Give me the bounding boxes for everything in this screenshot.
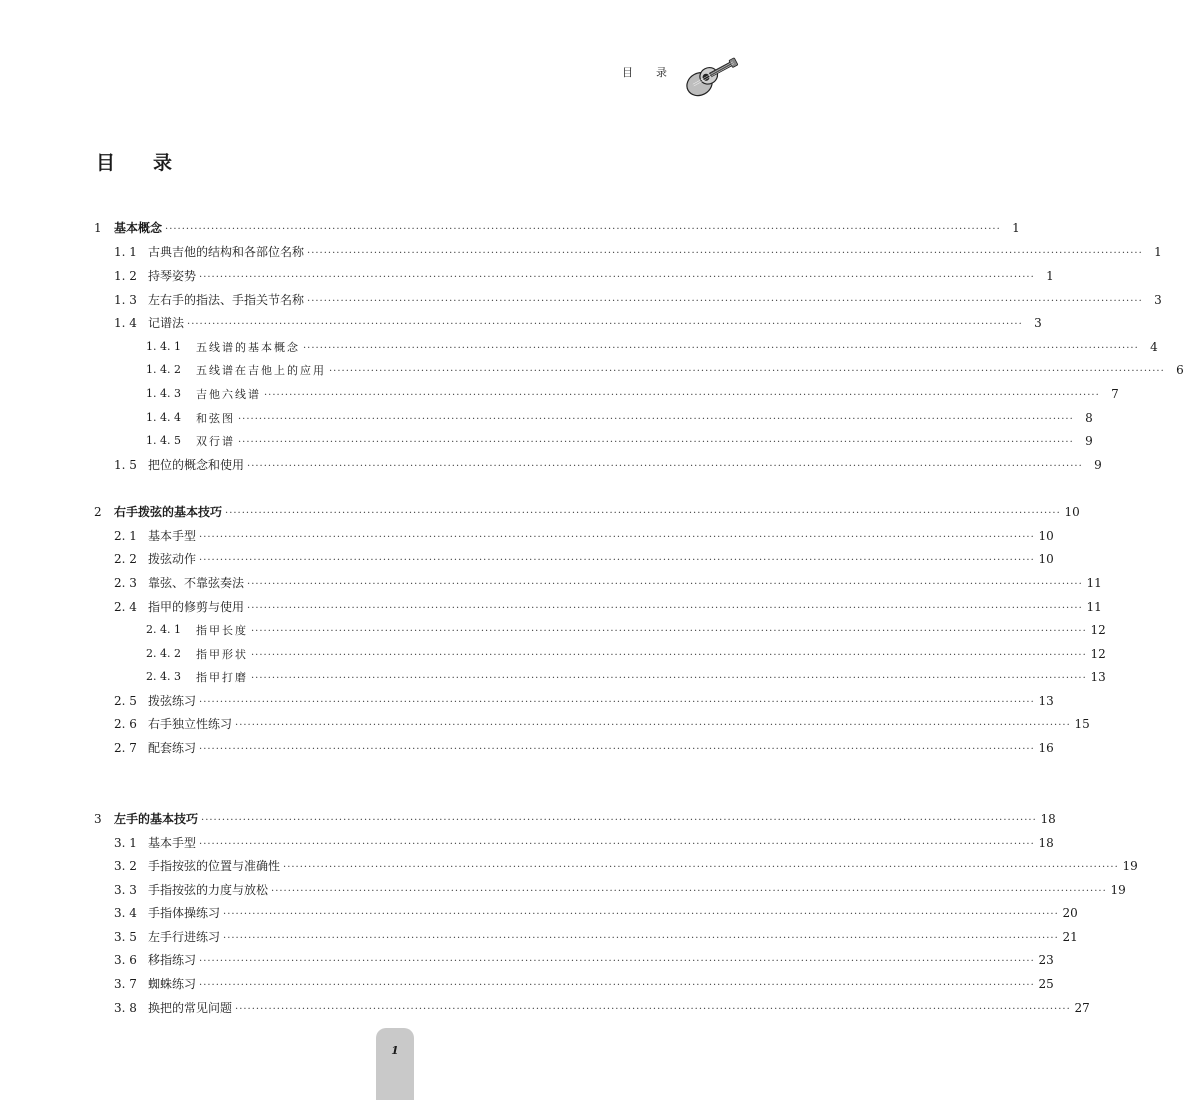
- toc-entry-number: 3. 1: [114, 836, 137, 850]
- toc-entry-line: [148, 927, 1078, 949]
- toc-entry-number: 1. 2: [114, 269, 137, 283]
- toc-leader-dots: ········································································································································································································: [199, 272, 1035, 283]
- toc-entry-number: 3. 5: [114, 930, 137, 944]
- toc-entry-page: 6: [1176, 363, 1184, 377]
- toc-entry-label: 和弦图: [196, 412, 235, 425]
- page-title-char-2: 录: [153, 152, 173, 174]
- toc-entry-page: 18: [1040, 812, 1056, 826]
- toc-entry[interactable]: [0, 738, 1054, 758]
- toc-leader-dots: ········································································································································································································: [271, 886, 1107, 897]
- toc-leader-dots: ········································································································································································································: [251, 626, 1087, 637]
- toc-entry[interactable]: [0, 313, 1042, 333]
- toc-entry[interactable]: [0, 502, 1080, 522]
- toc-leader-dots: ········································································································································································································: [199, 839, 1035, 850]
- toc-entry-line: [148, 903, 1078, 925]
- toc-entry-label: 指甲的修剪与使用: [148, 600, 245, 614]
- toc-entry-page: 18: [1038, 836, 1054, 850]
- toc-entry-line: [148, 833, 1054, 855]
- toc-leader-dots: ········································································································································································································: [235, 720, 1071, 731]
- toc-entry-number: 3. 7: [114, 977, 137, 991]
- toc-entry-label: 手指体操练习: [148, 906, 221, 920]
- toc-entry-line: [114, 809, 1056, 831]
- toc-entry-label: 靠弦、不靠弦奏法: [148, 576, 245, 590]
- toc-leader-dots: ········································································································································································································: [223, 909, 1059, 920]
- toc-entry-page: 11: [1086, 576, 1102, 590]
- toc-entry-line: [148, 880, 1126, 902]
- toc-entry-number: 1. 4. 5: [146, 434, 181, 447]
- toc-leader-dots: ········································································································································································································: [187, 319, 1023, 330]
- toc-entry[interactable]: [0, 927, 1078, 947]
- toc-entry-line: [148, 549, 1054, 571]
- toc-entry-number: 3. 8: [114, 1001, 137, 1015]
- toc-entry-line: [148, 974, 1054, 996]
- toc-entry-page: 16: [1038, 741, 1054, 755]
- toc-entry-number: 1. 4. 1: [146, 340, 181, 353]
- toc-entry-page: 13: [1038, 694, 1054, 708]
- toc-entry-page: 15: [1074, 717, 1090, 731]
- toc-entry-line: [148, 856, 1138, 878]
- toc-entry-label: 右手独立性练习: [148, 717, 233, 731]
- toc-entry-line: [196, 620, 1106, 642]
- toc-leader-dots: ········································································································································································································: [199, 532, 1035, 543]
- running-head-char-1: 目: [622, 66, 633, 79]
- toc-entry-line: [196, 360, 1184, 382]
- toc-entry-label: 五线谱在吉他上的应用: [196, 364, 326, 377]
- toc-entry-page: 20: [1062, 906, 1078, 920]
- toc-entry[interactable]: [0, 950, 1054, 970]
- toc-entry-number: 2. 4. 3: [146, 670, 181, 683]
- toc-entry-number: 1. 4. 3: [146, 387, 181, 400]
- toc-entry-line: [148, 242, 1162, 264]
- toc-entry-label: 左右手的指法、手指关节名称: [148, 293, 305, 307]
- toc-entry-label: 基本手型: [148, 836, 197, 850]
- toc-entry-page: 3: [1034, 316, 1042, 330]
- toc-entry-number: 3: [94, 812, 102, 826]
- toc-entry-label: 指甲打磨: [196, 671, 248, 684]
- toc-entry-number: 1. 5: [114, 458, 137, 472]
- toc-leader-dots: ········································································································································································································: [223, 933, 1059, 944]
- toc-entry[interactable]: [0, 903, 1078, 923]
- toc-entry-number: 2. 3: [114, 576, 137, 590]
- toc-entry-line: [148, 290, 1162, 312]
- toc-entry-number: 3. 6: [114, 953, 137, 967]
- toc-leader-dots: ········································································································································································································: [201, 815, 1037, 826]
- running-head-char-2: 录: [656, 66, 667, 79]
- toc-entry-page: 12: [1090, 647, 1106, 661]
- toc-entry-label: 基本概念: [114, 221, 163, 235]
- toc-entry-number: 2. 6: [114, 717, 137, 731]
- toc-entry-number: 1. 4. 4: [146, 411, 181, 424]
- toc-leader-dots: ········································································································································································································: [199, 744, 1035, 755]
- toc-entry-number: 2. 4. 1: [146, 623, 181, 636]
- toc-entry-line: [148, 998, 1090, 1020]
- toc-entry-line: [148, 266, 1054, 288]
- toc-leader-dots: ········································································································································································································: [199, 697, 1035, 708]
- toc-entry-label: 蜘蛛练习: [148, 977, 197, 991]
- toc-entry-label: 指甲形状: [196, 648, 248, 661]
- toc-entry[interactable]: [0, 833, 1054, 853]
- toc-entry-page: 3: [1154, 293, 1162, 307]
- toc-entry[interactable]: [0, 974, 1054, 994]
- toc-entry[interactable]: [0, 384, 1119, 404]
- toc-entry-page: 4: [1150, 340, 1158, 354]
- toc-leader-dots: ········································································································································································································: [247, 579, 1083, 590]
- toc-entry[interactable]: [0, 526, 1054, 546]
- toc-entry-line: [148, 313, 1042, 335]
- toc-entry[interactable]: [0, 573, 1102, 593]
- toc-leader-dots: ········································································································································································································: [251, 650, 1087, 661]
- toc-entry-number: 3. 2: [114, 859, 137, 873]
- toc-entry-number: 1. 1: [114, 245, 137, 259]
- toc-entry-page: 21: [1062, 930, 1078, 944]
- toc-entry-page: 11: [1086, 600, 1102, 614]
- toc-entry-label: 移指练习: [148, 953, 197, 967]
- toc-entry-page: 19: [1122, 859, 1138, 873]
- toc-entry-number: 1. 4. 2: [146, 363, 181, 376]
- guitar-icon: [680, 44, 740, 96]
- toc-entry-label: 手指按弦的位置与准确性: [148, 859, 281, 873]
- toc-entry-label: 指甲长度: [196, 624, 248, 637]
- toc-entry[interactable]: [0, 620, 1106, 640]
- toc-entry-number: 1. 4: [114, 316, 137, 330]
- toc-entry[interactable]: [0, 691, 1054, 711]
- toc-entry-label: 配套练习: [148, 741, 197, 755]
- toc-entry-number: 2. 4: [114, 600, 137, 614]
- toc-entry-line: [148, 526, 1054, 548]
- toc-entry[interactable]: [0, 290, 1162, 310]
- toc-entry[interactable]: [0, 809, 1056, 829]
- toc-entry-line: [148, 691, 1054, 713]
- toc-entry[interactable]: [0, 408, 1093, 428]
- toc-entry[interactable]: [0, 266, 1054, 286]
- toc-leader-dots: ········································································································································································································: [283, 862, 1119, 873]
- toc-entry-page: 23: [1038, 953, 1054, 967]
- toc-leader-dots: ········································································································································································································: [199, 980, 1035, 991]
- toc-entry-page: 1: [1154, 245, 1162, 259]
- toc-entry-line: [196, 431, 1093, 453]
- toc-leader-dots: ········································································································································································································: [238, 414, 1074, 425]
- toc-entry-number: 2. 2: [114, 552, 137, 566]
- toc-entry-number: 1: [94, 221, 102, 235]
- toc-leader-dots: ········································································································································································································: [247, 461, 1083, 472]
- toc-entry[interactable]: [0, 337, 1158, 357]
- toc-entry-page: 1: [1012, 221, 1020, 235]
- toc-entry-label: 左手行进练习: [148, 930, 221, 944]
- toc-leader-dots: ········································································································································································································: [225, 508, 1061, 519]
- toc-entry[interactable]: [0, 644, 1106, 664]
- toc-entry[interactable]: [0, 218, 1020, 238]
- toc-entry[interactable]: [0, 431, 1093, 451]
- toc-entry-line: [196, 667, 1106, 689]
- toc-entry-page: 9: [1094, 458, 1102, 472]
- toc-entry-number: 2. 4. 2: [146, 647, 181, 660]
- toc-entry-line: [148, 714, 1090, 736]
- toc-entry-line: [148, 950, 1054, 972]
- toc-entry[interactable]: [0, 549, 1054, 569]
- page-number-tab: [376, 1028, 414, 1100]
- toc-entry-number: 3. 3: [114, 883, 137, 897]
- toc-leader-dots: ········································································································································································································: [264, 390, 1100, 401]
- toc-leader-dots: ········································································································································································································: [199, 555, 1035, 566]
- toc-leader-dots: ········································································································································································································: [251, 673, 1087, 684]
- toc-entry[interactable]: [0, 880, 1126, 900]
- toc-entry-page: 1: [1046, 269, 1054, 283]
- toc-leader-dots: ········································································································································································································: [307, 248, 1143, 259]
- toc-leader-dots: ········································································································································································································: [235, 1004, 1071, 1015]
- toc-entry-line: [114, 502, 1080, 524]
- toc-entry-label: 吉他六线谱: [196, 388, 261, 401]
- toc-leader-dots: ········································································································································································································: [238, 437, 1074, 448]
- toc-entry[interactable]: [0, 360, 1184, 380]
- toc-entry-number: 2: [94, 505, 102, 519]
- toc-leader-dots: ········································································································································································································: [199, 956, 1035, 967]
- toc-entry-page: 13: [1090, 670, 1106, 684]
- toc-entry-line: [196, 408, 1093, 430]
- toc-leader-dots: ········································································································································································································: [165, 224, 1001, 235]
- toc-leader-dots: ········································································································································································································: [307, 296, 1143, 307]
- toc-entry[interactable]: [0, 242, 1162, 262]
- toc-entry-line: [196, 337, 1158, 359]
- toc-entry-page: 10: [1064, 505, 1080, 519]
- toc-entry-label: 手指按弦的力度与放松: [148, 883, 269, 897]
- toc-entry-label: 持琴姿势: [148, 269, 197, 283]
- toc-entry-page: 27: [1074, 1001, 1090, 1015]
- page-number: 1: [391, 1044, 399, 1057]
- toc-entry[interactable]: [0, 998, 1090, 1018]
- toc-entry-label: 记谱法: [148, 316, 185, 330]
- toc-entry-line: [148, 597, 1102, 619]
- toc-entry-number: 2. 7: [114, 741, 137, 755]
- toc-leader-dots: ········································································································································································································: [329, 366, 1165, 377]
- toc-entry-number: 3. 4: [114, 906, 137, 920]
- toc-entry-label: 双行谱: [196, 435, 235, 448]
- toc-entry-page: 10: [1038, 552, 1054, 566]
- toc-entry-label: 基本手型: [148, 529, 197, 543]
- toc-entry-label: 换把的常见问题: [148, 1001, 233, 1015]
- toc-entry-line: [196, 384, 1119, 406]
- toc-entry-label: 拨弦练习: [148, 694, 197, 708]
- toc-entry-line: [148, 573, 1102, 595]
- toc-entry-page: 25: [1038, 977, 1054, 991]
- toc-entry-page: 10: [1038, 529, 1054, 543]
- toc-entry[interactable]: [0, 714, 1090, 734]
- toc-entry-line: [114, 218, 1020, 240]
- toc-entry-page: 7: [1111, 387, 1119, 401]
- toc-leader-dots: ········································································································································································································: [247, 603, 1083, 614]
- toc-entry[interactable]: [0, 597, 1102, 617]
- page-title-char-1: 目: [96, 152, 116, 174]
- toc-entry-line: [196, 644, 1106, 666]
- toc-entry-number: 2. 5: [114, 694, 137, 708]
- toc-leader-dots: ········································································································································································································: [303, 343, 1139, 354]
- toc-entry-line: [148, 738, 1054, 760]
- toc-entry-label: 五线谱的基本概念: [196, 341, 300, 354]
- toc-entry-number: 2. 1: [114, 529, 137, 543]
- toc-entry[interactable]: [0, 856, 1138, 876]
- toc-entry-label: 拨弦动作: [148, 552, 197, 566]
- toc-entry-page: 8: [1085, 411, 1093, 425]
- toc-entry-label: 古典吉他的结构和各部位名称: [148, 245, 305, 259]
- toc-entry-line: [148, 455, 1102, 477]
- toc-entry-label: 把位的概念和使用: [148, 458, 245, 472]
- toc-entry-label: 右手拨弦的基本技巧: [114, 505, 223, 519]
- toc-entry-number: 1. 3: [114, 293, 137, 307]
- toc-entry-page: 12: [1090, 623, 1106, 637]
- toc-entry-page: 9: [1085, 434, 1093, 448]
- toc-entry-page: 19: [1110, 883, 1126, 897]
- toc-entry[interactable]: [0, 455, 1102, 475]
- toc-entry[interactable]: [0, 667, 1106, 687]
- toc-entry-label: 左手的基本技巧: [114, 812, 199, 826]
